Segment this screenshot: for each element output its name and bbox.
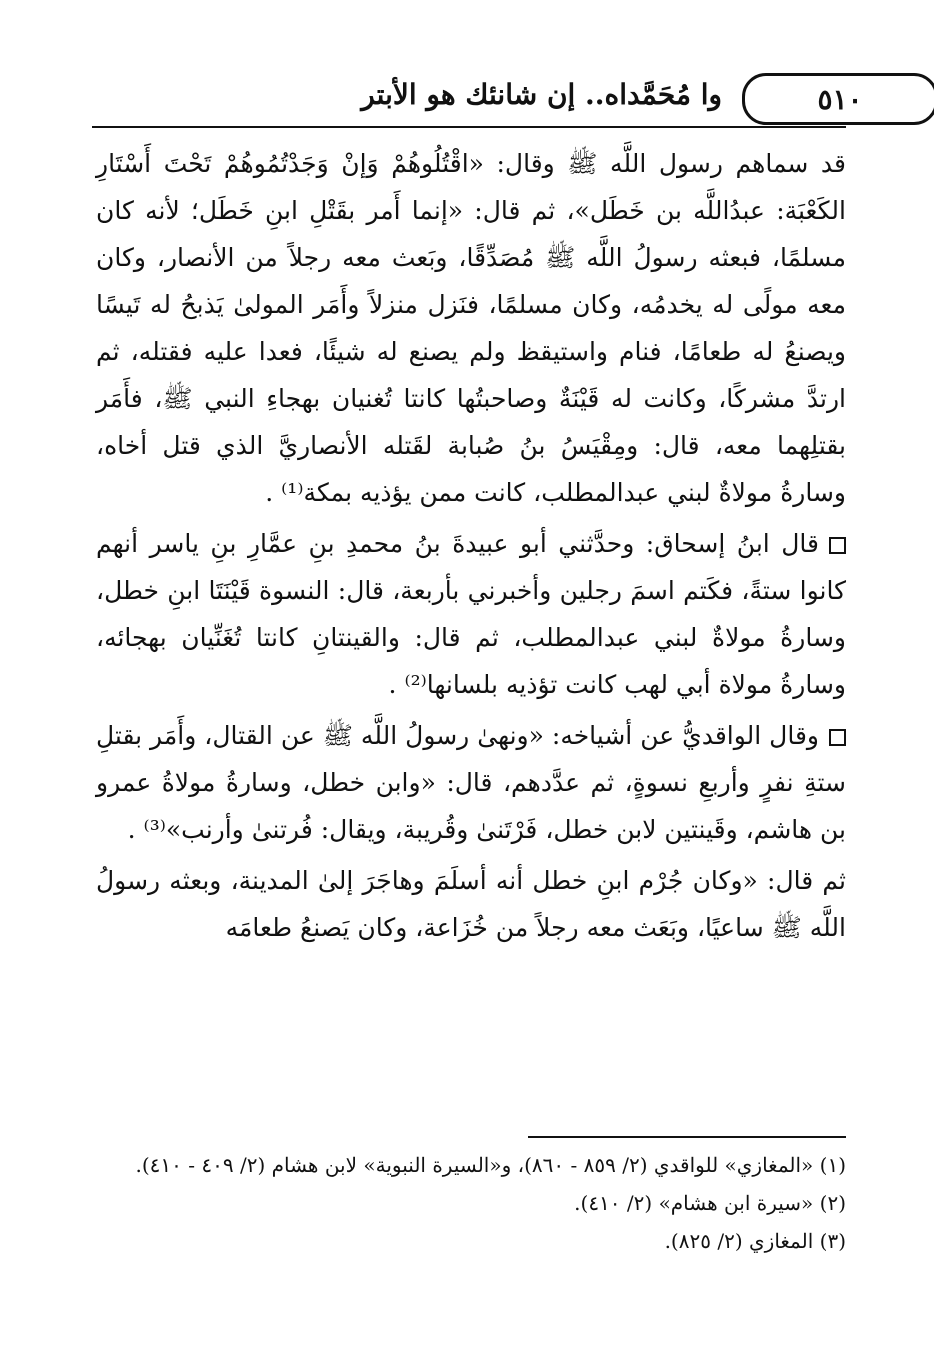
paragraph xyxy=(96,520,846,708)
footnote-1: (١) «المغازي» للواقدي (٢/ ٨٥٩ - ٨٦٠)، و«السيرة النبوية» لابن هشام (٢/ ٤٠٩ - ٤١٠). xyxy=(135,1153,846,1177)
main-text xyxy=(96,140,846,955)
paragraph-text: قد سماهم رسول اللَّه ﷺ وقال: «اقْتُلُوهُمْ وَإنْ وَجَدْتُمُوهُمْ تَحْتَ أَسْتَارِ الكَعْبَة: عبدُاللَّه بن خَطَل»، ثم قال: «إنما أَمر بقَتْلِ ابنِ خَطَل؛ لأنه كان مسلمًا، فبعثه رسولُ اللَّه ﷺ مُصَدِّقًا، وبَعث معه رجلاً من الأنصار، وكان معه مولًى له يخدمُه، وكان مسلمًا، فنَزل منزلاً وأَمَر المولىٰ يَذبحُ له تَيسًا ويصنعُ له طعامًا، فنام واستيقظ ولم يصنع له شيئًا، فعدا عليه فقتله، ثم ارتدَّ مشركًا، وكانت له قَيْنَةٌ وصاحبتُها كانتا تُغنيان بهجاءِ النبي ﷺ، فأَمَر بقتلِهما معه، قال: ومِقْيَسُ بنُ صُبابة لقَتله الأنصاريَّ الذي قتل أخاه، وسارةُ مولاةٌ لبني عبدالمطلب، كانت ممن يؤذيه بمكة⁽¹⁾ . xyxy=(96,149,846,507)
footnotes xyxy=(96,1146,846,1260)
square-marker-icon xyxy=(829,729,846,746)
footnote-2: (٢) «سيرة ابن هشام» (٢/ ٤١٠). xyxy=(574,1191,846,1215)
paragraph xyxy=(96,140,846,516)
paragraph-text: قال ابنُ إسحاق: وحدَّثني أبو عبيدةَ بنُ محمدِ بنِ عمَّارِ بنِ ياسر أنهم كانوا ستةً، فكَتم اسمَ رجلين وأخبرني بأربعة، قال: النسوة قَيْنَتَا ابنِ خطل، وسارةُ مولاةٌ لبني عبدالمطلب، ثم قال: والقينتانِ كانتا تُغَنِّيان بهجائه، وسارةُ مولاة أبي لهب كانت تؤذيه بلسانها⁽²⁾ . xyxy=(96,529,846,699)
page-number-badge xyxy=(742,73,934,125)
running-title: وا مُحَمَّداه.. إن شانئك هو الأبتر xyxy=(361,78,722,111)
paragraph-text: وقال الواقديُّ عن أشياخه: «ونهىٰ رسولُ اللَّه ﷺ عن القتال، وأَمَر بقتلِ ستةِ نفرٍ وأربعِ نسوةٍ، ثم عدَّدهم، قال: «وابن خطل، وسارةُ مولاةُ عمرو بن هاشم، وقَينتين لابن خطل، فَرْتَنىٰ وقُريبة، ويقال: فُرتنىٰ وأرنب»⁽³⁾ . xyxy=(96,721,846,844)
page-header xyxy=(92,70,863,134)
header-divider xyxy=(92,126,846,128)
footnote-divider xyxy=(528,1136,846,1138)
square-marker-icon xyxy=(829,537,846,554)
paragraph xyxy=(96,712,846,853)
footnote-3: (٣) المغازي (٢/ ٨٢٥). xyxy=(664,1229,846,1253)
paragraph xyxy=(96,857,846,951)
paragraph-text: ثم قال: «وكان جُرْم ابنِ خطل أنه أسلَمَ وهاجَرَ إلىٰ المدينة، وبعثه رسولُ اللَّه ﷺ ساعيًا، وبَعَث معه رجلاً من خُزَاعة، وكان يَصنعُ طعامَه xyxy=(96,866,846,942)
page-number: ٥١٠ xyxy=(817,82,863,116)
